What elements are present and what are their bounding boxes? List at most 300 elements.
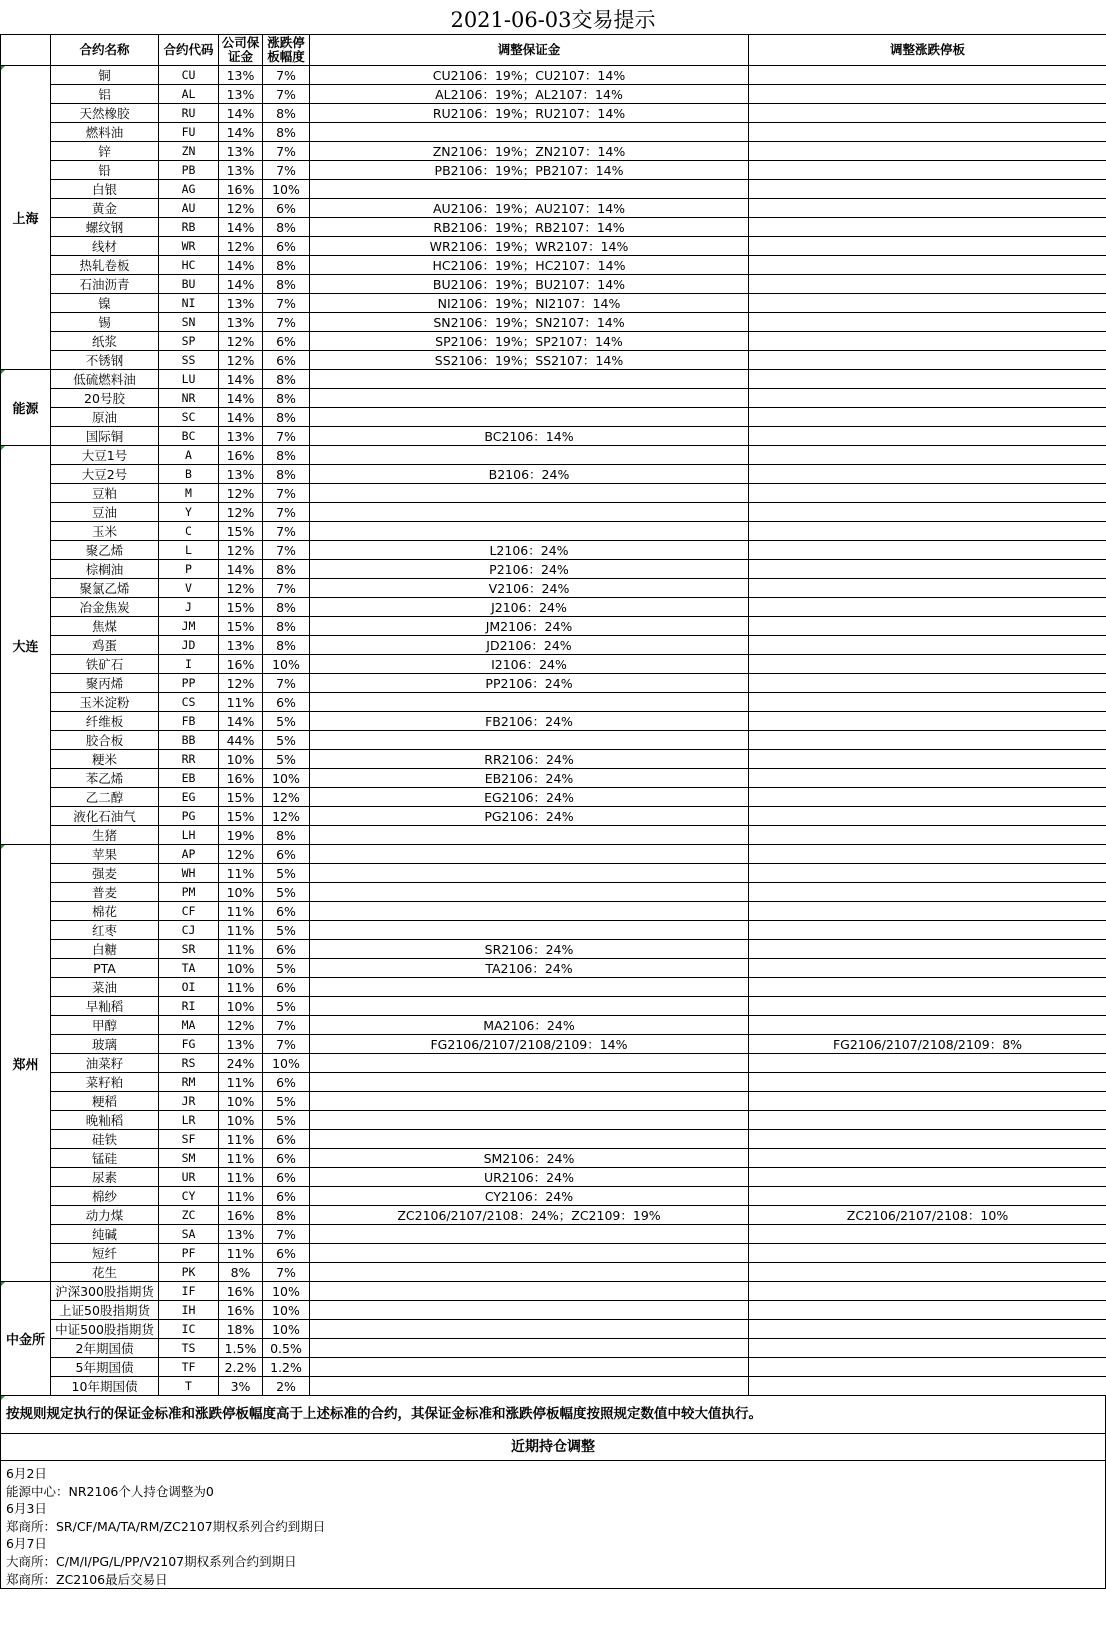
adjusted-limit-cell	[749, 1054, 1106, 1073]
company-margin-cell: 12%	[219, 199, 263, 218]
contract-name-cell: 硅铁	[51, 1130, 159, 1149]
contract-name-cell: 冶金焦炭	[51, 598, 159, 617]
table-row	[1, 1092, 1106, 1111]
adjusted-margin-cell	[310, 902, 749, 921]
contract-name-cell: 粳米	[51, 750, 159, 769]
contract-code-cell: LU	[159, 370, 219, 389]
adjusted-limit-cell	[749, 1168, 1106, 1187]
adjusted-margin-cell: FG2106/2107/2108/2109：14%	[310, 1035, 749, 1054]
company-margin-cell: 11%	[219, 1244, 263, 1263]
adjusted-limit-cell	[749, 921, 1106, 940]
company-margin-cell: 16%	[219, 1282, 263, 1301]
price-limit-cell: 7%	[263, 313, 310, 332]
table-row	[1, 332, 1106, 351]
company-margin-cell: 44%	[219, 731, 263, 750]
contract-name-cell: 尿素	[51, 1168, 159, 1187]
price-limit-cell: 7%	[263, 1225, 310, 1244]
table-row	[1, 959, 1106, 978]
table-row	[1, 1339, 1106, 1358]
company-margin-cell: 24%	[219, 1054, 263, 1073]
table-row	[1, 351, 1106, 370]
adjusted-margin-cell: WR2106：19%；WR2107：14%	[310, 237, 749, 256]
company-margin-cell: 13%	[219, 161, 263, 180]
price-limit-cell: 6%	[263, 332, 310, 351]
contract-code-cell: I	[159, 655, 219, 674]
price-limit-cell: 5%	[263, 997, 310, 1016]
recent-line: 大商所：C/M/I/PG/L/PP/V2107期权系列合约到期日	[6, 1553, 297, 1569]
company-margin-cell: 13%	[219, 313, 263, 332]
table-row	[1, 370, 1106, 389]
contract-code-cell: AU	[159, 199, 219, 218]
adjusted-margin-cell	[310, 883, 749, 902]
price-limit-cell: 8%	[263, 123, 310, 142]
table-row	[1, 1263, 1106, 1282]
cell-marker	[1, 370, 5, 374]
table-row	[1, 180, 1106, 199]
adjusted-limit-cell	[749, 1263, 1106, 1282]
adjusted-limit-cell	[749, 655, 1106, 674]
company-margin-cell: 11%	[219, 921, 263, 940]
recent-position-title: 近期持仓调整	[0, 1434, 1106, 1461]
price-limit-cell: 8%	[263, 598, 310, 617]
adjusted-limit-cell: ZC2106/2107/2108：10%	[749, 1206, 1106, 1225]
recent-position-list	[0, 1461, 1106, 1589]
adjusted-limit-cell	[749, 522, 1106, 541]
contract-code-cell: LH	[159, 826, 219, 845]
price-limit-cell: 7%	[263, 427, 310, 446]
table-row	[1, 66, 1106, 85]
adjusted-limit-cell	[749, 788, 1106, 807]
table-row	[1, 199, 1106, 218]
contract-name-cell: 白糖	[51, 940, 159, 959]
adjusted-margin-cell	[310, 997, 749, 1016]
contract-name-cell: 2年期国债	[51, 1339, 159, 1358]
adjusted-limit-cell	[749, 826, 1106, 845]
contract-name-cell: 沪深300股指期货	[51, 1282, 159, 1301]
contract-name-cell: PTA	[51, 959, 159, 978]
contract-name-cell: 国际铜	[51, 427, 159, 446]
adjusted-margin-cell	[310, 1092, 749, 1111]
adjusted-limit-cell	[749, 579, 1106, 598]
recent-line: 6月2日	[6, 1466, 47, 1481]
table-row	[1, 997, 1106, 1016]
table-row	[1, 1244, 1106, 1263]
adjusted-limit-cell	[749, 446, 1106, 465]
contract-name-cell: 粳稻	[51, 1092, 159, 1111]
contract-code-cell: J	[159, 598, 219, 617]
contract-name-cell: 天然橡胶	[51, 104, 159, 123]
table-row	[1, 598, 1106, 617]
company-margin-cell: 12%	[219, 579, 263, 598]
contract-code-cell: P	[159, 560, 219, 579]
adjusted-limit-cell	[749, 978, 1106, 997]
price-limit-cell: 7%	[263, 1263, 310, 1282]
price-limit-cell: 6%	[263, 199, 310, 218]
adjusted-margin-cell: TA2106：24%	[310, 959, 749, 978]
contract-name-cell: 白银	[51, 180, 159, 199]
adjusted-margin-cell: BC2106：14%	[310, 427, 749, 446]
contract-name-cell: 菜油	[51, 978, 159, 997]
header-adjusted-margin: 调整保证金	[310, 35, 749, 66]
recent-line: 郑商所：ZC2106最后交易日	[6, 1571, 168, 1587]
adjusted-margin-cell	[310, 522, 749, 541]
adjusted-margin-cell	[310, 1073, 749, 1092]
adjusted-margin-cell: BU2106：19%；BU2107：14%	[310, 275, 749, 294]
company-margin-cell: 12%	[219, 845, 263, 864]
contract-code-cell: SA	[159, 1225, 219, 1244]
table-row	[1, 921, 1106, 940]
contract-code-cell: PM	[159, 883, 219, 902]
adjusted-limit-cell	[749, 104, 1106, 123]
adjusted-limit-cell	[749, 1244, 1106, 1263]
company-margin-cell: 14%	[219, 256, 263, 275]
price-limit-cell: 6%	[263, 902, 310, 921]
contract-code-cell: JR	[159, 1092, 219, 1111]
cell-marker	[1, 446, 5, 450]
price-limit-cell: 7%	[263, 142, 310, 161]
contract-name-cell: 棉花	[51, 902, 159, 921]
table-row	[1, 446, 1106, 465]
table-row	[1, 1168, 1106, 1187]
contract-name-cell: 普麦	[51, 883, 159, 902]
price-limit-cell: 6%	[263, 1130, 310, 1149]
company-margin-cell: 16%	[219, 1206, 263, 1225]
table-row	[1, 522, 1106, 541]
company-margin-cell: 10%	[219, 1092, 263, 1111]
adjusted-margin-cell	[310, 1320, 749, 1339]
company-margin-cell: 12%	[219, 484, 263, 503]
contract-name-cell: 胶合板	[51, 731, 159, 750]
adjusted-limit-cell	[749, 598, 1106, 617]
header-contract-code: 合约代码	[159, 35, 219, 66]
company-margin-cell: 16%	[219, 769, 263, 788]
exchange-cell: 能源	[1, 370, 51, 446]
table-row	[1, 1301, 1106, 1320]
contract-name-cell: 动力煤	[51, 1206, 159, 1225]
adjusted-margin-cell: HC2106：19%；HC2107：14%	[310, 256, 749, 275]
adjusted-limit-cell	[749, 883, 1106, 902]
adjusted-margin-cell	[310, 1358, 749, 1377]
adjusted-limit-cell	[749, 1225, 1106, 1244]
contract-code-cell: RU	[159, 104, 219, 123]
table-row	[1, 1035, 1106, 1054]
adjusted-limit-cell	[749, 1092, 1106, 1111]
table-row	[1, 1282, 1106, 1301]
contract-name-cell: 花生	[51, 1263, 159, 1282]
price-limit-cell: 12%	[263, 788, 310, 807]
adjusted-margin-cell: PB2106：19%；PB2107：14%	[310, 161, 749, 180]
contract-code-cell: TF	[159, 1358, 219, 1377]
adjusted-limit-cell	[749, 1358, 1106, 1377]
price-limit-cell: 10%	[263, 1301, 310, 1320]
adjusted-limit-cell	[749, 332, 1106, 351]
company-margin-cell: 10%	[219, 750, 263, 769]
company-margin-cell: 13%	[219, 1225, 263, 1244]
adjusted-margin-cell	[310, 1377, 749, 1396]
adjusted-limit-cell	[749, 731, 1106, 750]
company-margin-cell: 19%	[219, 826, 263, 845]
adjusted-margin-cell: SP2106：19%；SP2107：14%	[310, 332, 749, 351]
adjusted-limit-cell	[749, 66, 1106, 85]
contract-code-cell: NI	[159, 294, 219, 313]
company-margin-cell: 15%	[219, 598, 263, 617]
adjusted-limit-cell	[749, 560, 1106, 579]
price-limit-cell: 7%	[263, 1035, 310, 1054]
adjusted-limit-cell	[749, 1016, 1106, 1035]
table-row	[1, 294, 1106, 313]
contract-name-cell: 10年期国债	[51, 1377, 159, 1396]
adjusted-margin-cell	[310, 921, 749, 940]
adjusted-limit-cell	[749, 712, 1106, 731]
contract-code-cell: OI	[159, 978, 219, 997]
adjusted-limit-cell	[749, 370, 1106, 389]
adjusted-margin-cell: B2106：24%	[310, 465, 749, 484]
adjusted-margin-cell	[310, 503, 749, 522]
table-row	[1, 275, 1106, 294]
contract-name-cell: 早籼稻	[51, 997, 159, 1016]
company-margin-cell: 15%	[219, 522, 263, 541]
exchange-cell: 郑州	[1, 845, 51, 1282]
adjusted-limit-cell	[749, 484, 1106, 503]
contract-code-cell: CU	[159, 66, 219, 85]
adjusted-margin-cell	[310, 731, 749, 750]
adjusted-margin-cell: I2106：24%	[310, 655, 749, 674]
table-header-row	[1, 35, 1106, 66]
contract-name-cell: 纸浆	[51, 332, 159, 351]
contract-name-cell: 液化石油气	[51, 807, 159, 826]
table-row	[1, 256, 1106, 275]
table-row	[1, 1225, 1106, 1244]
contract-name-cell: 大豆1号	[51, 446, 159, 465]
company-margin-cell: 11%	[219, 1168, 263, 1187]
contract-code-cell: C	[159, 522, 219, 541]
table-row	[1, 731, 1106, 750]
adjusted-margin-cell	[310, 1225, 749, 1244]
adjusted-margin-cell	[310, 826, 749, 845]
company-margin-cell: 15%	[219, 807, 263, 826]
exchange-cell: 大连	[1, 446, 51, 845]
contract-code-cell: SM	[159, 1149, 219, 1168]
table-row	[1, 1054, 1106, 1073]
adjusted-limit-cell	[749, 1320, 1106, 1339]
adjusted-margin-cell: JM2106：24%	[310, 617, 749, 636]
price-limit-cell: 10%	[263, 1320, 310, 1339]
cell-marker	[1, 845, 5, 849]
table-row	[1, 465, 1106, 484]
company-margin-cell: 11%	[219, 864, 263, 883]
adjusted-margin-cell	[310, 1301, 749, 1320]
header-contract-name: 合约名称	[51, 35, 159, 66]
contract-code-cell: PF	[159, 1244, 219, 1263]
adjusted-limit-cell	[749, 256, 1106, 275]
adjusted-limit-cell	[749, 636, 1106, 655]
contract-code-cell: CS	[159, 693, 219, 712]
price-limit-cell: 8%	[263, 826, 310, 845]
adjusted-limit-cell	[749, 351, 1106, 370]
price-limit-cell: 2%	[263, 1377, 310, 1396]
adjusted-margin-cell: RB2106：19%；RB2107：14%	[310, 218, 749, 237]
price-limit-cell: 8%	[263, 370, 310, 389]
contract-code-cell: PG	[159, 807, 219, 826]
adjusted-limit-cell	[749, 1301, 1106, 1320]
contract-name-cell: 铁矿石	[51, 655, 159, 674]
adjusted-margin-cell	[310, 1282, 749, 1301]
contract-name-cell: 不锈钢	[51, 351, 159, 370]
table-row	[1, 826, 1106, 845]
cell-marker	[1, 1282, 5, 1286]
company-margin-cell: 10%	[219, 1111, 263, 1130]
contract-code-cell: B	[159, 465, 219, 484]
price-limit-cell: 10%	[263, 769, 310, 788]
adjusted-limit-cell	[749, 313, 1106, 332]
contract-name-cell: 棉纱	[51, 1187, 159, 1206]
contract-code-cell: LR	[159, 1111, 219, 1130]
contract-code-cell: ZC	[159, 1206, 219, 1225]
adjusted-margin-cell: EB2106：24%	[310, 769, 749, 788]
contract-code-cell: M	[159, 484, 219, 503]
contract-name-cell: 强麦	[51, 864, 159, 883]
adjusted-margin-cell	[310, 123, 749, 142]
contract-code-cell: L	[159, 541, 219, 560]
contract-code-cell: BC	[159, 427, 219, 446]
adjusted-limit-cell: FG2106/2107/2108/2109：8%	[749, 1035, 1106, 1054]
contract-code-cell: RR	[159, 750, 219, 769]
table-row	[1, 541, 1106, 560]
company-margin-cell: 16%	[219, 446, 263, 465]
company-margin-cell: 11%	[219, 1149, 263, 1168]
contract-name-cell: 聚氯乙烯	[51, 579, 159, 598]
header-price-limit: 涨跌停板幅度	[263, 35, 310, 66]
company-margin-cell: 12%	[219, 674, 263, 693]
adjusted-margin-cell	[310, 845, 749, 864]
adjusted-limit-cell	[749, 1073, 1106, 1092]
company-margin-cell: 10%	[219, 883, 263, 902]
table-row	[1, 978, 1106, 997]
contract-code-cell: CJ	[159, 921, 219, 940]
table-row	[1, 161, 1106, 180]
contract-code-cell: AP	[159, 845, 219, 864]
adjusted-limit-cell	[749, 674, 1106, 693]
contract-name-cell: 螺纹钢	[51, 218, 159, 237]
company-margin-cell: 2.2%	[219, 1358, 263, 1377]
contract-name-cell: 铜	[51, 66, 159, 85]
price-limit-cell: 7%	[263, 85, 310, 104]
company-margin-cell: 14%	[219, 275, 263, 294]
contract-name-cell: 锡	[51, 313, 159, 332]
table-row	[1, 1073, 1106, 1092]
company-margin-cell: 11%	[219, 940, 263, 959]
price-limit-cell: 6%	[263, 693, 310, 712]
contract-name-cell: 原油	[51, 408, 159, 427]
company-margin-cell: 1.5%	[219, 1339, 263, 1358]
contract-code-cell: BU	[159, 275, 219, 294]
price-limit-cell: 6%	[263, 1187, 310, 1206]
contract-code-cell: V	[159, 579, 219, 598]
header-adjusted-limit: 调整涨跌停板	[749, 35, 1106, 66]
price-limit-cell: 5%	[263, 1111, 310, 1130]
adjusted-margin-cell: RU2106：19%；RU2107：14%	[310, 104, 749, 123]
adjusted-margin-cell: PP2106：24%	[310, 674, 749, 693]
company-margin-cell: 10%	[219, 959, 263, 978]
adjusted-limit-cell	[749, 845, 1106, 864]
company-margin-cell: 14%	[219, 408, 263, 427]
price-limit-cell: 1.2%	[263, 1358, 310, 1377]
table-row	[1, 769, 1106, 788]
recent-line: 6月3日	[6, 1501, 47, 1517]
contract-code-cell: TA	[159, 959, 219, 978]
adjusted-margin-cell: FB2106：24%	[310, 712, 749, 731]
price-limit-cell: 5%	[263, 864, 310, 883]
table-row	[1, 503, 1106, 522]
adjusted-margin-cell: UR2106：24%	[310, 1168, 749, 1187]
table-row	[1, 1358, 1106, 1377]
table-row	[1, 560, 1106, 579]
adjusted-margin-cell: CY2106：24%	[310, 1187, 749, 1206]
adjusted-margin-cell: CU2106：19%；CU2107：14%	[310, 66, 749, 85]
price-limit-cell: 8%	[263, 446, 310, 465]
company-margin-cell: 13%	[219, 427, 263, 446]
contract-code-cell: ZN	[159, 142, 219, 161]
table-row	[1, 104, 1106, 123]
recent-line: 郑商所：SR/CF/MA/TA/RM/ZC2107期权系列合约到期日	[6, 1518, 326, 1534]
adjusted-limit-cell	[749, 465, 1106, 484]
contract-code-cell: CY	[159, 1187, 219, 1206]
contract-code-cell: IC	[159, 1320, 219, 1339]
contract-code-cell: SN	[159, 313, 219, 332]
table-row	[1, 655, 1106, 674]
contract-name-cell: 聚丙烯	[51, 674, 159, 693]
table-row	[1, 674, 1106, 693]
adjusted-margin-cell: J2106：24%	[310, 598, 749, 617]
contract-code-cell: EG	[159, 788, 219, 807]
company-margin-cell: 13%	[219, 85, 263, 104]
price-limit-cell: 7%	[263, 503, 310, 522]
adjusted-margin-cell	[310, 1244, 749, 1263]
adjusted-margin-cell: SM2106：24%	[310, 1149, 749, 1168]
adjusted-limit-cell	[749, 85, 1106, 104]
company-margin-cell: 14%	[219, 123, 263, 142]
contract-code-cell: FU	[159, 123, 219, 142]
contract-name-cell: 苯乙烯	[51, 769, 159, 788]
adjusted-margin-cell: SS2106：19%；SS2107：14%	[310, 351, 749, 370]
price-limit-cell: 5%	[263, 883, 310, 902]
price-limit-cell: 5%	[263, 712, 310, 731]
adjusted-limit-cell	[749, 693, 1106, 712]
contract-name-cell: 聚乙烯	[51, 541, 159, 560]
adjusted-limit-cell	[749, 617, 1106, 636]
adjusted-margin-cell: P2106：24%	[310, 560, 749, 579]
contract-code-cell: WH	[159, 864, 219, 883]
adjusted-limit-cell	[749, 275, 1106, 294]
price-limit-cell: 8%	[263, 218, 310, 237]
contract-code-cell: SS	[159, 351, 219, 370]
contract-code-cell: RS	[159, 1054, 219, 1073]
table-row	[1, 427, 1106, 446]
table-row	[1, 864, 1106, 883]
adjusted-limit-cell	[749, 389, 1106, 408]
contract-code-cell: EB	[159, 769, 219, 788]
contract-name-cell: 中证500股指期货	[51, 1320, 159, 1339]
company-margin-cell: 14%	[219, 560, 263, 579]
contract-code-cell: HC	[159, 256, 219, 275]
adjusted-limit-cell	[749, 1339, 1106, 1358]
adjusted-margin-cell	[310, 408, 749, 427]
adjusted-limit-cell	[749, 218, 1106, 237]
contract-name-cell: 低硫燃料油	[51, 370, 159, 389]
contract-name-cell: 豆粕	[51, 484, 159, 503]
contract-code-cell: PB	[159, 161, 219, 180]
table-row	[1, 845, 1106, 864]
